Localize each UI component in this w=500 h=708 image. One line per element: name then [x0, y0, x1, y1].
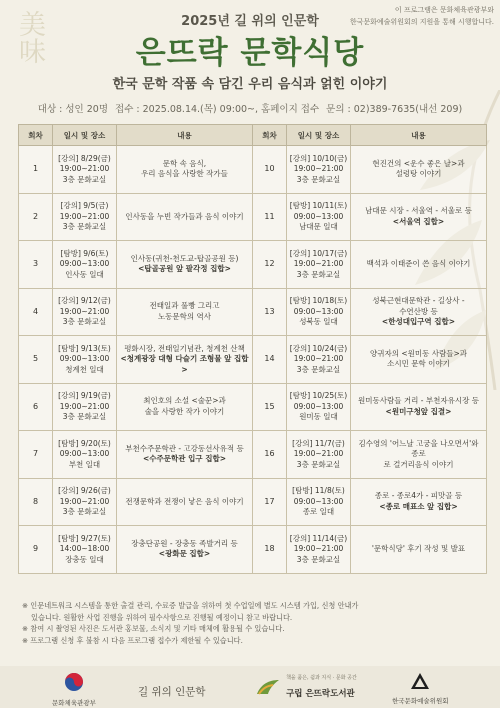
note-line: ※ 인문네트워크 시스템을 통한 출결 관리, 수료증 발급을 위하여 첫 수업일에 별도 시스템 가입, 신청 안내가: [22, 601, 359, 610]
header-content: 내용: [351, 125, 487, 146]
session-content: [351, 241, 487, 289]
session-content: [117, 146, 253, 194]
session-place: 남대문 일대: [299, 222, 338, 231]
session-content: [117, 336, 253, 384]
session-date: [강의] 10/24(금): [289, 343, 348, 353]
session-place: 3층 문화교실: [296, 269, 341, 279]
session-date: [탐방] 9/6(토): [60, 248, 109, 258]
session-number: 10: [253, 146, 287, 194]
session-number: 3: [19, 241, 53, 289]
page-title: 은뜨락 문학식당: [135, 35, 365, 71]
program-year-line: 2025년 길 위의 인문학: [181, 14, 319, 29]
session-content-line: 성북근현대문학관 - 길상사 -: [372, 296, 465, 305]
session-number: 5: [19, 336, 53, 384]
session-content: [117, 478, 253, 526]
header-datetime: 일시 및 장소: [53, 125, 117, 146]
session-content-line: 백석과 이태준이 쓴 음식 이야기: [366, 259, 471, 268]
table-row: [19, 526, 487, 574]
session-time: 09:00~13:00: [59, 259, 110, 268]
page-subtitle: 한국 문학 작품 속 담긴 우리 음식과 얽힌 이야기: [112, 77, 388, 92]
session-number: 1: [19, 146, 53, 194]
table-row: [19, 193, 487, 241]
session-date: [탐방] 10/25(토): [289, 391, 348, 400]
session-content-line: <한성대입구역 집합>: [381, 317, 456, 326]
sponsor-note-line-2: 한국문화예술위원회의 지원을 통해 시행합니다.: [349, 18, 494, 26]
session-number: 16: [253, 431, 287, 479]
session-content-line: 남대문 시장 - 서울역 - 서울로 등: [365, 206, 472, 216]
session-place: 3층 문화교실: [296, 459, 341, 469]
session-date: [탐방] 9/13(토): [58, 343, 111, 353]
session-content-line: <원미구청앞 집결>: [385, 406, 452, 416]
humanities-logo-text: 길 위의 인문학: [138, 686, 206, 698]
session-time: 09:00~13:00: [293, 496, 344, 506]
table-row: [19, 241, 487, 289]
session-number: 11: [253, 193, 287, 241]
decorative-hanja: 美味: [14, 10, 45, 64]
arko-logo-label: 한국문화예술위원회: [392, 697, 449, 705]
session-datetime: [53, 478, 117, 526]
session-number: 15: [253, 383, 287, 431]
session-date: [강의] 9/5(금): [60, 201, 109, 210]
session-content-line: <청계광장 대형 다슬기 조형물 앞 집합>: [120, 354, 249, 374]
sponsor-note-line-1: 이 프로그램은 문화체육관광부와: [394, 6, 494, 14]
session-time: 09:00~13:00: [59, 354, 110, 363]
library-name: 구립 은뜨락도서관: [286, 689, 355, 699]
session-number: 8: [19, 478, 53, 526]
header-content: 내용: [117, 125, 253, 146]
library-emblem-icon: [255, 678, 281, 696]
session-datetime: [287, 241, 351, 289]
session-time: 19:00~21:00: [59, 211, 110, 221]
header-session: 회차: [253, 125, 287, 146]
session-content: [351, 478, 487, 526]
session-content: [351, 336, 487, 384]
session-time: 19:00~21:00: [293, 354, 344, 363]
session-time: 14:00~18:00: [59, 544, 110, 553]
session-number: 18: [253, 526, 287, 574]
session-content-line: 평화시장, 전태일기념관, 청계천 산책: [124, 343, 245, 353]
session-content-line: 종로 - 종로4가 - 피맛골 등: [374, 491, 463, 501]
session-place: 장충동 일대: [65, 554, 104, 564]
session-content-line: 최인호의 소설 <술꾼>과: [143, 396, 226, 406]
session-time: 19:00~21:00: [293, 449, 344, 458]
taegeuk-icon: [64, 672, 84, 692]
header-session: 회차: [19, 125, 53, 146]
session-place: 3층 문화교실: [296, 554, 341, 564]
session-content: [351, 193, 487, 241]
session-datetime: [287, 336, 351, 384]
session-content: [117, 193, 253, 241]
session-content-line: <광화문 집합>: [158, 549, 211, 559]
session-place: 인사동 일대: [65, 269, 104, 279]
session-datetime: [287, 193, 351, 241]
session-date: [강의] 9/26(금): [58, 486, 111, 495]
session-content-line: 장충단공원 - 장충동 족발거리 등: [131, 538, 238, 548]
session-datetime: [53, 336, 117, 384]
session-number: 14: [253, 336, 287, 384]
session-datetime: [53, 383, 117, 431]
session-content-line: 인사동을 누빈 작가들과 음식 이야기: [125, 211, 244, 221]
target-info: 대상 : 성인 20명: [37, 104, 109, 115]
session-date: [탐방] 9/27(토): [58, 533, 111, 543]
session-content-line: '문학식당' 후기 작성 및 발표: [371, 544, 466, 553]
session-content-line: 부천수주문학관 - 고강동선사유적 등: [125, 443, 244, 453]
session-content-line: <서울역 집합>: [392, 216, 445, 226]
schedule-table: [18, 124, 487, 574]
session-datetime: [287, 146, 351, 194]
session-time: 09:00~13:00: [293, 401, 344, 411]
table-row: [19, 336, 487, 384]
session-number: 2: [19, 193, 53, 241]
session-number: 17: [253, 478, 287, 526]
session-content: [117, 383, 253, 431]
library-tagline: 책을 품은, 쉼과 지식 · 문화 공간: [286, 675, 357, 681]
session-time: 19:00~21:00: [59, 306, 110, 316]
session-place: 성북동 일대: [299, 317, 338, 326]
session-number: 6: [19, 383, 53, 431]
session-content-line: 설렁탕 이야기: [395, 169, 442, 179]
session-datetime: [287, 478, 351, 526]
session-content: [117, 431, 253, 479]
signup-info: 접수 : 2025.08.14.(목) 09:00~, 홈페이지 접수: [115, 104, 320, 115]
session-content-line: 전쟁문학과 전쟁이 낳은 음식 이야기: [125, 496, 244, 506]
session-time: 19:00~21:00: [59, 496, 110, 506]
session-date: [탐방] 9/20(토): [58, 438, 111, 448]
session-time: 09:00~13:00: [293, 211, 344, 221]
session-place: 종로 일대: [302, 507, 335, 516]
session-time: 19:00~21:00: [293, 544, 344, 553]
session-content-line: 현진건의 <운수 좋은 날>과: [372, 158, 465, 168]
table-row: [19, 431, 487, 479]
session-number: 9: [19, 526, 53, 574]
library-logo: [255, 674, 357, 700]
session-content-line: 로 걸거리음식 이야기: [383, 459, 454, 469]
session-place: 3층 문화교실: [62, 412, 107, 421]
session-content-line: 술을 사랑한 작가 이야기: [144, 406, 225, 416]
session-time: 09:00~13:00: [293, 306, 344, 316]
session-content-line: 김수영의 '어느날 고궁을 나오면서'와 종로: [358, 438, 479, 458]
program-info: [0, 101, 500, 115]
session-datetime: [287, 383, 351, 431]
session-place: 3층 문화교실: [62, 507, 107, 516]
contact-info: 문의 : 02)389-7635(내선 209): [326, 104, 463, 115]
session-datetime: [53, 241, 117, 289]
mcst-logo: [52, 672, 96, 707]
session-content-line: 인사동(귀천-천도교-탑골공원 등): [130, 253, 239, 263]
note-line: ※ 프로그램 신청 후 불참 시 다음 프로그램 접수가 제한될 수 있습니다.: [22, 635, 243, 645]
header-datetime: 일시 및 장소: [287, 125, 351, 146]
session-content-line: <수주문학관 입구 집합>: [143, 454, 226, 464]
session-content: [351, 383, 487, 431]
session-datetime: [53, 146, 117, 194]
mcst-logo-label: 문화체육관광부: [52, 699, 96, 707]
arko-icon: [410, 672, 430, 690]
session-number: 4: [19, 288, 53, 336]
session-content: [117, 526, 253, 574]
session-date: [강의] 10/10(금): [289, 153, 348, 163]
session-number: 7: [19, 431, 53, 479]
session-date: [강의] 11/14(금): [289, 533, 348, 543]
humanities-logo: [138, 680, 206, 699]
session-date: [탐방] 10/18(토): [289, 296, 348, 305]
session-content-line: 우리 음식을 사랑한 작가들: [141, 169, 228, 179]
table-row: [19, 383, 487, 431]
session-content: [117, 241, 253, 289]
notes-section: [22, 600, 482, 646]
session-place: 3층 문화교실: [296, 364, 341, 374]
session-number: 12: [253, 241, 287, 289]
session-datetime: [287, 288, 351, 336]
session-date: [강의] 9/12(금): [58, 296, 111, 305]
session-place: 3층 문화교실: [62, 174, 107, 184]
session-number: 13: [253, 288, 287, 336]
session-date: [강의] 8/29(금): [58, 153, 111, 163]
footer-logos: [0, 666, 500, 708]
session-content: [117, 288, 253, 336]
session-place: 원미동 일대: [299, 412, 338, 421]
session-content: [351, 526, 487, 574]
session-content-line: 소시민 문학 이야기: [387, 359, 450, 369]
session-place: 청계천 일대: [65, 364, 104, 374]
session-content-line: 양귀자의 <원미동 사람들>과: [369, 348, 468, 358]
table-row: [19, 146, 487, 194]
session-place: 3층 문화교실: [296, 174, 341, 184]
session-content-line: <탑골공원 앞 팔각정 집합>: [138, 264, 231, 274]
session-datetime: [53, 431, 117, 479]
session-content-line: <종로 매표소 앞 집합>: [379, 501, 458, 511]
session-datetime: [287, 526, 351, 574]
session-content: [351, 146, 487, 194]
note-line: 있습니다. 원활한 사업 진행을 위하여 필수사항으로 진행될 예정이니 참고 바랍니다.: [31, 612, 293, 622]
session-content-line: 원미동사람들 거리 - 부천자유시장 등: [358, 396, 479, 406]
session-time: 09:00~13:00: [59, 449, 110, 458]
session-content: [351, 431, 487, 479]
session-place: 3층 문화교실: [62, 317, 107, 326]
note-line: ※ 참여 시 촬영된 사진은 도서관 홍보물, 소식지 및 기타 매체에 활용될 수 있습니다.: [22, 624, 285, 633]
session-content-line: 문학 속 음식,: [162, 158, 207, 168]
session-content: [351, 288, 487, 336]
session-place: 부천 일대: [68, 459, 101, 469]
session-date: [강의] 9/19(금): [58, 391, 111, 400]
table-row: [19, 288, 487, 336]
session-time: 19:00~21:00: [293, 164, 344, 173]
session-place: 3층 문화교실: [62, 222, 107, 231]
session-content-line: 전태일과 풀빵 그리고: [149, 301, 220, 311]
arko-logo: [392, 672, 449, 705]
session-content-line: 노동문학의 역사: [157, 311, 212, 321]
session-time: 19:00~21:00: [59, 401, 110, 411]
session-datetime: [53, 288, 117, 336]
session-time: 19:00~21:00: [59, 164, 110, 173]
session-date: [강의] 10/17(금): [289, 248, 348, 258]
session-date: [탐방] 11/8(토): [292, 486, 345, 495]
session-date: [강의] 11/7(금): [292, 438, 345, 448]
session-datetime: [53, 193, 117, 241]
session-date: [탐방] 10/11(토): [289, 201, 348, 210]
session-content-line: 수연산방 등: [399, 306, 438, 316]
schedule-header-row: [19, 125, 487, 146]
session-datetime: [53, 526, 117, 574]
table-row: [19, 478, 487, 526]
session-datetime: [287, 431, 351, 479]
session-time: 19:00~21:00: [293, 259, 344, 268]
